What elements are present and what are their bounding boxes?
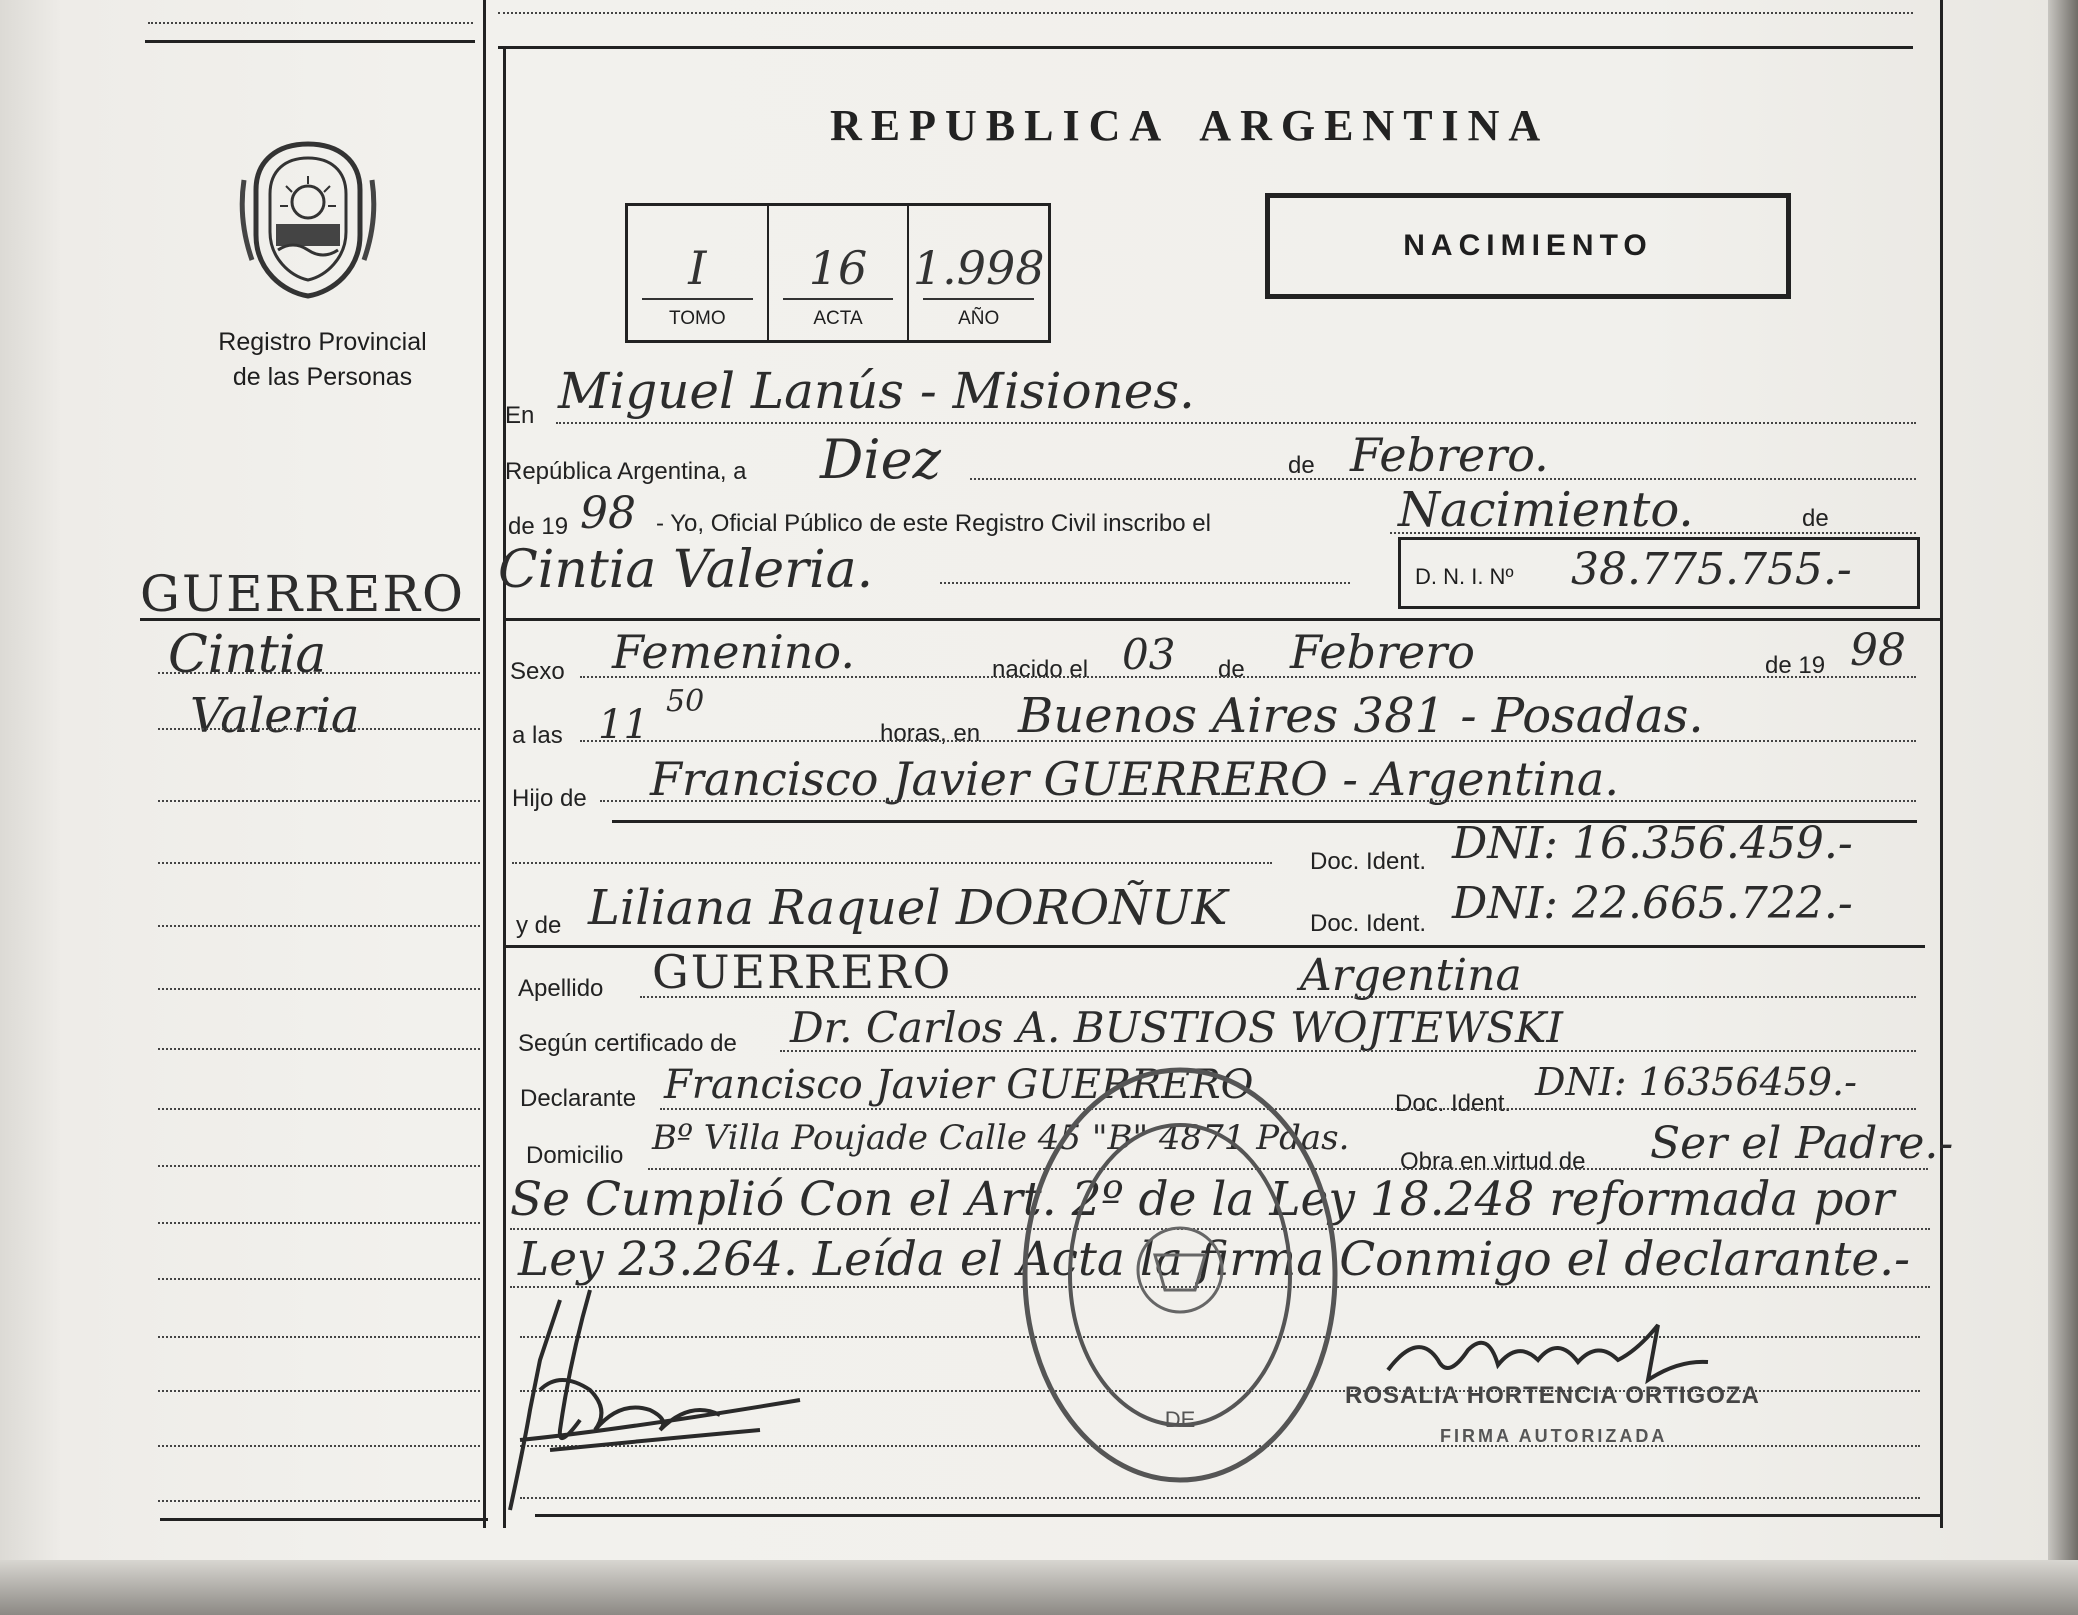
declarante-doc-label: Doc. Ident. [1395,1090,1512,1117]
hijo-label: Hijo de [512,785,587,812]
margin-line-8 [158,1108,480,1110]
margin-surname: GUERRERO [140,565,466,623]
registry-line-1: Registro Provincial [218,328,427,356]
dni-box [1398,537,1920,609]
margin-line-1 [158,672,480,674]
act-type: NACIMIENTO [1403,229,1653,262]
declarant-signature [500,1280,820,1520]
tomo-cell [628,206,769,340]
republica-label: República Argentina, a [505,458,747,485]
page-edge [2048,0,2078,1615]
segun-label: Según certificado de [518,1030,737,1057]
margin-line-3 [158,800,480,802]
margin-line-7 [158,1048,480,1050]
note-line-1: Se Cumplió Con el Art. 2º de la Ley 18.248 reformada por [510,1172,1895,1227]
row-republica-dots [970,478,1916,480]
margin-surname-underline [140,618,480,621]
top-dots-left [148,22,473,24]
margin-line-13 [158,1390,480,1392]
row-name-dots [940,582,1350,584]
apellido-label: Apellido [518,975,604,1002]
stamp-de-text: DE [1164,1407,1196,1432]
anio-value: 1.998 [912,241,1045,295]
nacido-label: nacido el [992,656,1089,683]
official-stamp-icon [1015,1055,1345,1495]
row-apellido-dots [640,996,1916,998]
signer-name: ROSALIA HORTENCIA ORTIGOZA [1345,1382,1760,1409]
row-segun-dots [780,1050,1916,1052]
doctor-value: Dr. Carlos A. BUSTIOS WOJTEWSKI [790,1003,1563,1052]
row-father-doc-dots [512,862,1272,864]
margin-line-6 [158,988,480,990]
declarante-label: Declarante [520,1085,637,1112]
bottom-rule-left [160,1518,488,1521]
de19-label: de 19 [508,513,569,540]
registry-line-2: de las Personas [232,363,413,391]
father-doc-value: DNI: 16.356.459.- [1452,818,1853,869]
birth-de19-label: de 19 [1765,652,1826,679]
record-box [625,203,1051,343]
person-name-value: Cintia Valeria. [498,540,874,600]
anio-cell [909,206,1048,340]
top-rule-right [498,46,1913,49]
tomo-label: TOMO [669,308,726,329]
nationality-value: Argentina [1300,950,1522,1001]
obra-label: Obra en virtud de [1400,1148,1586,1175]
page-bottom-edge [0,1560,2078,1615]
day-value: Diez [820,428,941,491]
top-dots-right [498,12,1913,14]
month-value: Febrero. [1350,428,1549,482]
minutes-value: 50 [666,684,705,719]
margin-line-9 [158,1165,480,1167]
frame-left [483,0,486,1528]
place-value: Miguel Lanús - Misiones. [558,362,1195,420]
oficial-text: - Yo, Oficial Público de este Registro Civil inscribo el [656,510,1211,537]
registry-name [180,325,465,395]
row-en-dots [556,422,1916,424]
dni-value: 38.775.755.- [1571,544,1852,595]
event-value: Nacimiento. [1398,482,1694,538]
margin-line-12 [158,1336,480,1338]
anio-label: AÑO [958,308,1000,329]
margin-line-10 [158,1222,480,1224]
horas-label: horas, en [880,720,981,747]
section-rule-1 [505,618,1940,621]
margin-middle-name: Valeria [190,688,360,744]
yde-label: y de [516,912,562,939]
day-de-label: de [1288,452,1315,479]
provincial-seal-icon [238,140,378,300]
declarante-value: Francisco Javier GUERRERO [664,1062,1254,1108]
year-suffix-value: 98 [580,488,636,539]
domicilio-value: Bº Villa Poujade Calle 45 "B" 4871 Pdas. [652,1118,1350,1158]
dni-label: D. N. I. Nº [1415,564,1514,589]
sexo-label: Sexo [510,658,565,685]
act-type-box [1265,193,1791,299]
margin-line-4 [158,862,480,864]
birth-year-value: 98 [1850,625,1906,676]
row-alas-dots [580,740,1916,742]
row-oficial-dots [1390,532,1916,534]
acta-label: ACTA [813,308,863,329]
signer-title: FIRMA AUTORIZADA [1440,1426,1668,1446]
acta-cell [769,206,910,340]
hour-value: 11 [598,702,649,748]
margin-line-2 [158,728,480,730]
birth-place-value: Buenos Aires 381 - Posadas. [1018,688,1704,744]
margin-line-15 [158,1500,480,1502]
frame-right [1940,0,1943,1528]
margin-first-name: Cintia [168,625,327,685]
father-doc-label: Doc. Ident. [1310,848,1427,875]
mother-doc-label: Doc. Ident. [1310,910,1427,937]
top-rule-left [145,40,475,43]
note-line-2: Ley 23.264. Leída el Acta la firma Conmigo el declarante.- [518,1232,1910,1287]
margin-line-14 [158,1445,480,1447]
declarante-doc-value: DNI: 16356459.- [1535,1060,1857,1104]
alas-label: a las [512,722,563,749]
acta-value: 16 [808,241,868,295]
obra-value: Ser el Padre.- [1650,1118,1954,1169]
row-sexo-dots [580,676,1916,678]
margin-line-11 [158,1278,480,1280]
mother-value: Liliana Raquel DOROÑUK [588,880,1228,936]
mother-doc-value: DNI: 22.665.722.- [1452,878,1853,929]
father-value: Francisco Javier GUERRERO - Argentina. [650,752,1619,806]
tomo-value: I [688,241,707,295]
en-label: En [505,402,535,429]
birth-day-value: 03 [1122,630,1176,679]
sexo-value: Femenino. [612,625,855,679]
margin-line-5 [158,925,480,927]
birth-month-value: Febrero [1290,625,1475,679]
row-hijo-dots [600,800,1916,802]
event-de-label: de [1802,505,1829,532]
apellido-value: GUERRERO [652,945,953,999]
country-title: REPUBLICA ARGENTINA [830,101,1550,150]
birth-de-label: de [1218,656,1245,683]
domicilio-label: Domicilio [526,1142,624,1169]
